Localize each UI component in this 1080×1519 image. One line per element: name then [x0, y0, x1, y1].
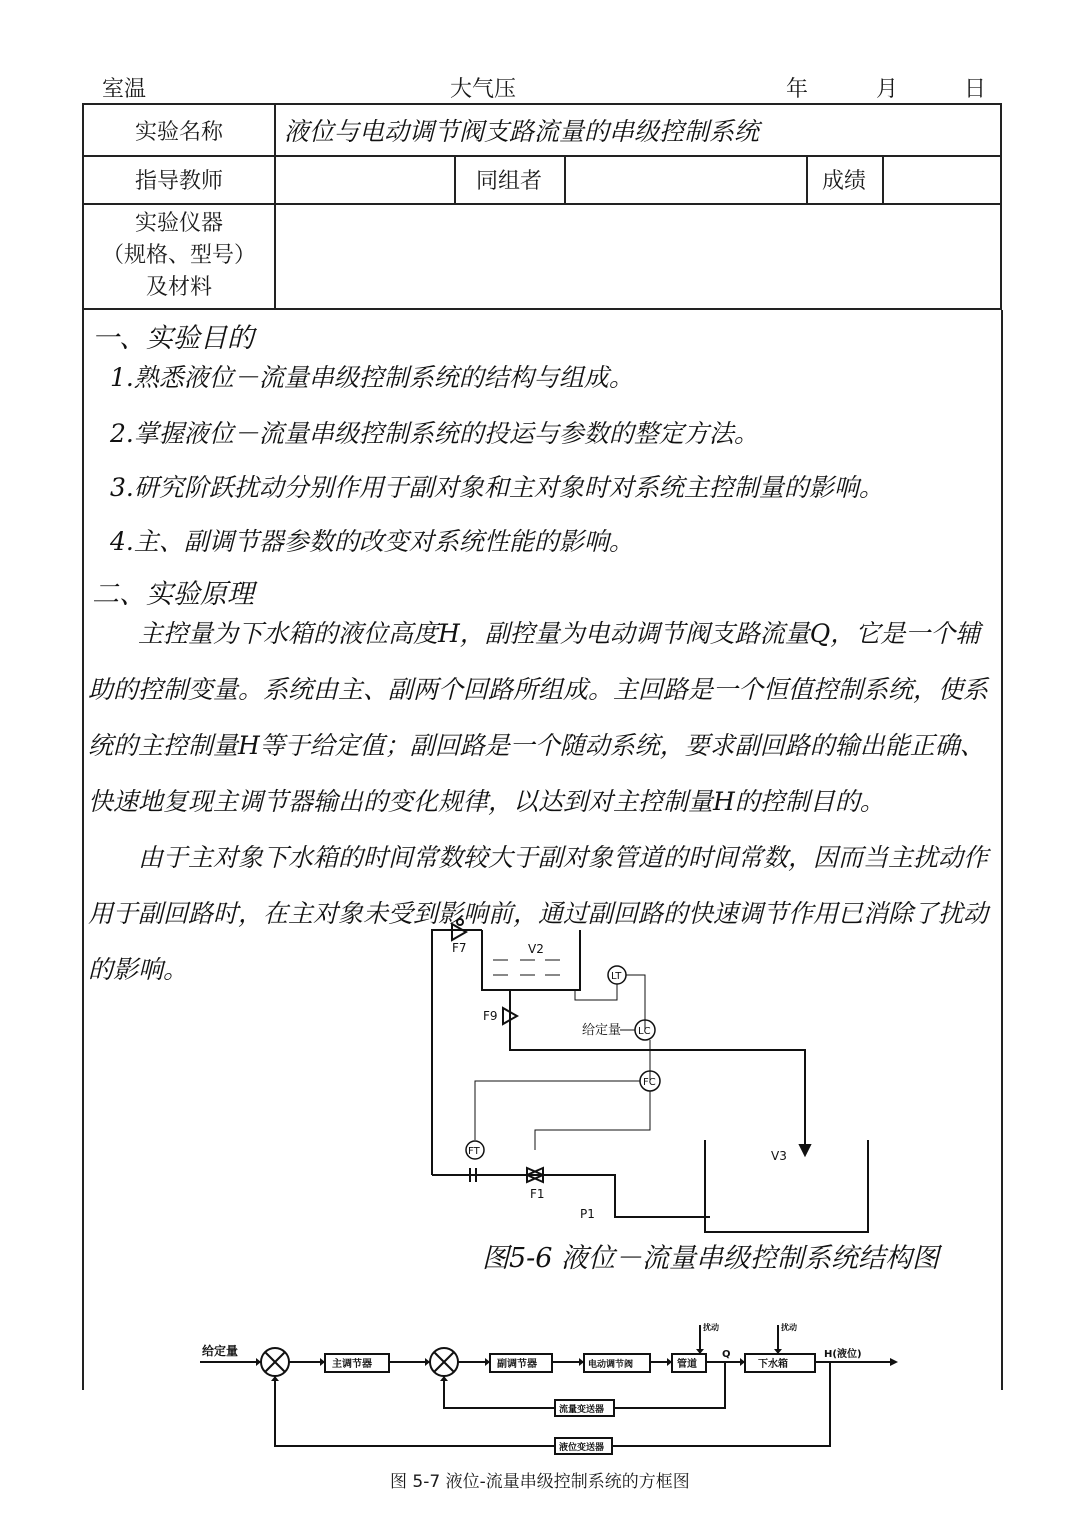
bd-flow-transmitter: 流量变送器 [559, 1405, 605, 1415]
principle-para-1: 主控量为下水箱的液位高度H，副控量为电动调节阀支路流量Q，它是一个辅助的控制变量。系统由主、副两个回路所组成。主回路是一个恒值控制系统，使系统的主控制量H等于给定值；副回路是一个随动系统，要求副回路的输出能正确、快速地复现主调节器输出的变化规律，以达到对主控制量H的控制目的。 [88, 619, 989, 816]
bd-output: H(液位) [824, 1349, 862, 1360]
header-room-temp: 室温 [102, 77, 147, 102]
label-fc: FC [643, 1077, 656, 1088]
label-f1: F1 [530, 1187, 545, 1201]
label-v3: V3 [771, 1149, 787, 1163]
figure-5-7-caption: 图 5-7 液位-流量串级控制系统的方框图 [390, 1472, 690, 1492]
bd-disturbance-2: 扰动 [781, 1323, 797, 1332]
label-setpoint: 给定量 [582, 1023, 622, 1038]
teacher-label: 指导教师 [134, 168, 223, 194]
label-ft: FT [468, 1146, 480, 1157]
label-f9: F9 [483, 1009, 498, 1023]
bd-sub-controller: 副调节器 [497, 1359, 537, 1370]
partner-label: 同组者 [475, 168, 542, 194]
principle-para-2: 由于主对象下水箱的时间常数较大于副对象管道的时间常数，因而当主扰动作用于副回路时，在主对象未受到影响前，通过副回路的快速调节作用已消除了扰动的影响。 [88, 843, 989, 984]
bd-main-controller: 主调节器 [332, 1359, 372, 1370]
bd-disturbance-1: 扰动 [703, 1323, 719, 1332]
header-year: 年 [786, 77, 809, 102]
header-day: 日 [964, 77, 987, 102]
instrument-label-line2: （规格、型号） [101, 242, 256, 268]
objective-item-2: 2.掌握液位－流量串级控制系统的投运与参数的整定方法。 [110, 419, 759, 448]
objective-item-4: 4.主、副调节器参数的改变对系统性能的影响。 [110, 527, 634, 556]
label-v2: V2 [528, 942, 544, 956]
header-pressure: 大气压 [450, 77, 517, 102]
experiment-name-value: 液位与电动调节阀支路流量的串级控制系统 [284, 117, 760, 146]
instrument-label-line3: 及材料 [145, 274, 212, 300]
label-f7: F7 [452, 941, 467, 955]
label-lc: LC [638, 1026, 651, 1037]
label-lt: LT [611, 971, 622, 982]
section2-title: 二、实验原理 [92, 579, 254, 610]
objective-item-1: 1.熟悉液位－流量串级控制系统的结构与组成。 [110, 363, 634, 392]
objective-item-3: 3.研究阶跃扰动分别作用于副对象和主对象时对系统主控制量的影响。 [110, 473, 884, 502]
label-p1: P1 [580, 1207, 595, 1221]
section1-title: 一、实验目的 [92, 323, 254, 354]
bd-valve: 电动调节阀 [588, 1360, 634, 1370]
score-label: 成绩 [821, 168, 866, 194]
bd-pipe: 管道 [677, 1359, 697, 1370]
figure-5-6-caption: 图5-6 液位－流量串级控制系统结构图 [482, 1243, 940, 1274]
bd-level-transmitter: 液位变送器 [559, 1443, 605, 1453]
bd-input: 给定量 [202, 1344, 239, 1358]
instrument-label-line1: 实验仪器 [134, 210, 223, 236]
experiment-name-label: 实验名称 [134, 119, 223, 145]
bd-q: Q [722, 1349, 731, 1360]
header-month: 月 [876, 77, 899, 102]
bd-tank: 下水箱 [758, 1359, 788, 1370]
